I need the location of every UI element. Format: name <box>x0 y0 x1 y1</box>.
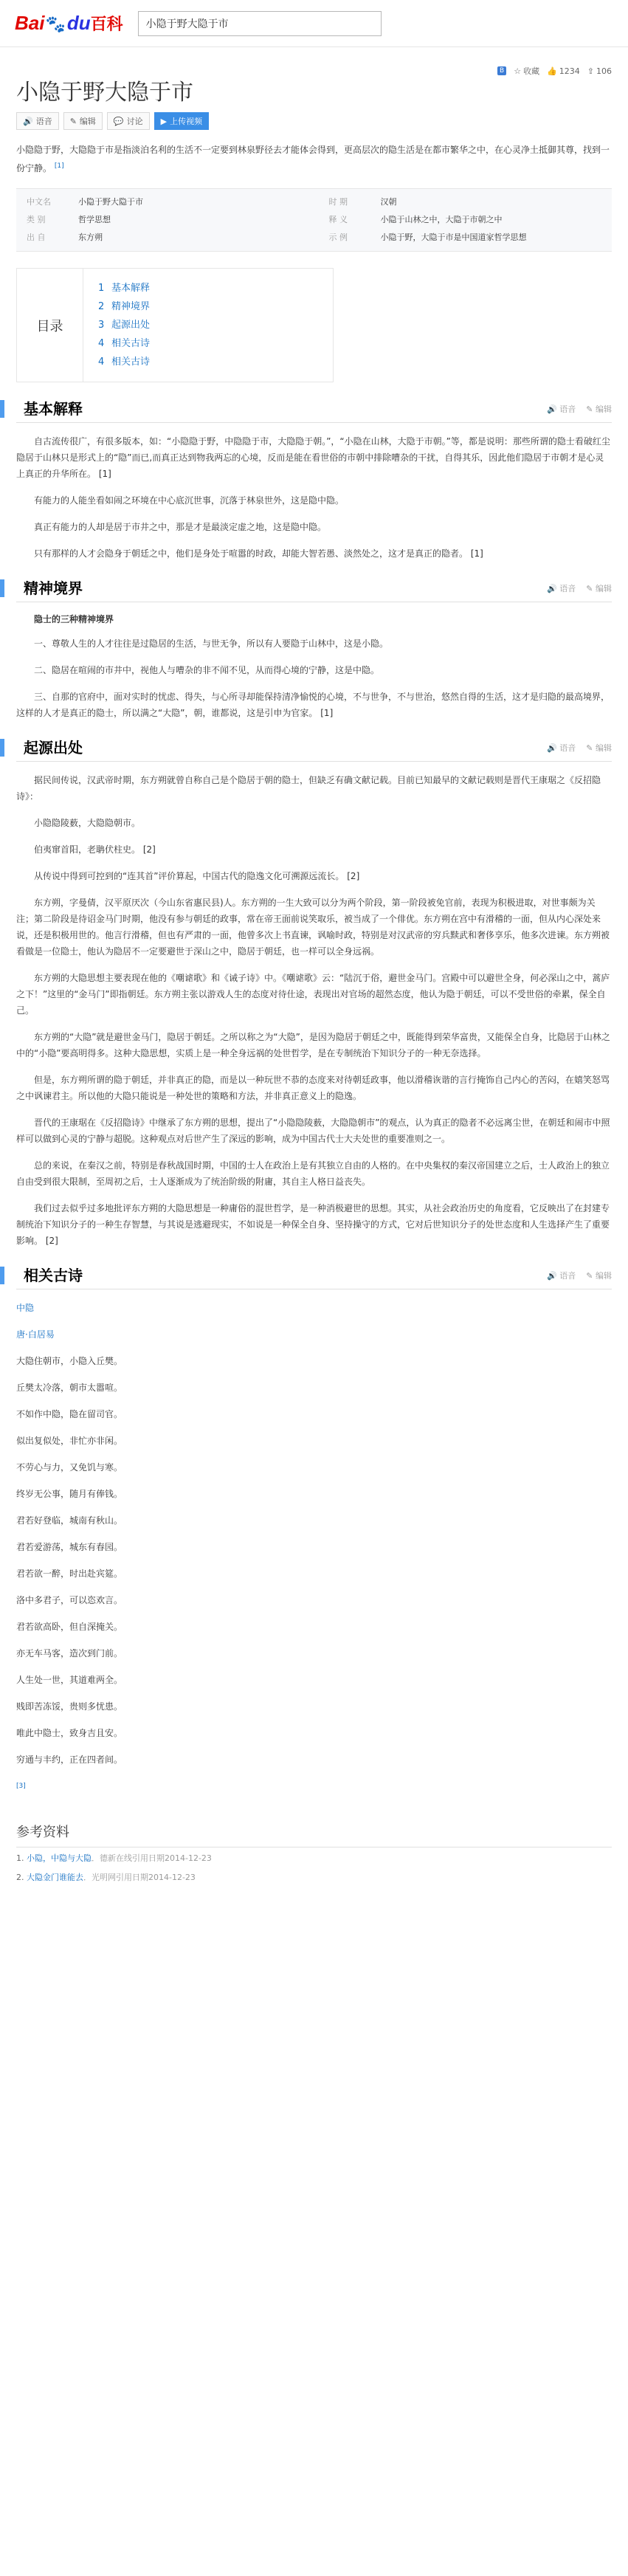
info-row <box>329 229 602 247</box>
section-title: 精神境界 <box>24 579 83 597</box>
section-tools <box>547 742 612 754</box>
paragraph: 小隐隐陵薮，大隐隐朝市。 <box>34 818 141 828</box>
like-count: 1234 <box>559 66 580 76</box>
baidu-baike-logo[interactable] <box>15 12 123 35</box>
table-of-contents <box>16 268 334 382</box>
section-edit-label: 编辑 <box>596 584 612 593</box>
paragraph: 有能力的人能坐看如闹之环境在中心底沉世事，沉落于林泉世外，这是隐中隐。 <box>34 495 345 506</box>
poem-ref <box>16 1778 612 1797</box>
info-key: 中文名 <box>27 197 51 207</box>
poem-line: 君若欲高卧，但自深掩关。 <box>16 1622 123 1632</box>
title-tools <box>497 63 612 77</box>
toc-item[interactable] <box>98 353 150 371</box>
info-row <box>27 193 300 211</box>
edit-label: 编辑 <box>79 117 96 126</box>
paragraph: 晋代的王康琚在《反招隐诗》中继承了东方朔的思想，提出了“小隐隐陵薮，大隐隐朝市”的观点，认为真正的隐者不必远离尘世，在朝廷和闹市中照样可以做到心灵的宁静与超脱。这种观点对后世产生了深远的影响，成为中国古代士大夫处世的重要准则之一。 <box>16 1117 610 1144</box>
speaker-icon: 🔊 <box>23 116 33 126</box>
pencil-icon: ✎ <box>69 116 77 126</box>
main-content <box>0 47 628 1904</box>
summary <box>16 142 612 176</box>
info-value: 小隐于山林之中，大隐于市朝之中 <box>380 215 503 224</box>
section-voice-label: 语音 <box>559 743 576 753</box>
subheading: 隐士的三种精神境界 <box>34 614 114 624</box>
info-row <box>27 229 300 247</box>
section-title: 基本解释 <box>24 400 83 418</box>
section-voice-button[interactable]: 🔊 语音 <box>547 743 576 753</box>
section-related-poems <box>16 1267 612 1289</box>
section-basic-explanation <box>16 400 612 423</box>
collect-label: 收藏 <box>523 66 540 76</box>
discuss-button[interactable] <box>107 112 150 130</box>
paragraph: 伯夷窜首阳，老聃伏柱史。 [2] <box>34 844 156 855</box>
share-icon: ⇪ <box>587 66 594 76</box>
reference-link[interactable]: 大隐金门谁能去 <box>27 1873 83 1882</box>
discuss-label: 讨论 <box>126 117 143 126</box>
poem-line: 唯此中隐士，致身吉且安。 <box>16 1728 123 1738</box>
poem-line: 君若爱游荡，城东有春园。 <box>16 1542 123 1552</box>
poem-line: 终岁无公事，随月有俸钱。 <box>16 1489 123 1499</box>
like-button[interactable] <box>547 66 580 76</box>
info-key: 释 义 <box>328 215 348 224</box>
info-key: 出 自 <box>27 233 46 242</box>
section-body <box>16 636 612 721</box>
toc-item[interactable] <box>98 334 150 353</box>
section-voice-button[interactable]: 🔊 语音 <box>547 1271 576 1281</box>
paragraph: 自古流传很广，有很多版本，如：“小隐隐于野，中隐隐于市，大隐隐于朝。”，“小隐在山林，大隐于市朝。”等，都是说明：那些所谓的隐士看破红尘隐居于山林只是形式上的“隐”而已,而真正达到物我两忘的心境，反而是能在看世俗的市朝中排除嘈杂的干扰，自得其乐，因此他们隐居于市朝才是心灵上真正的升华所在。 [1] <box>16 436 610 479</box>
reference-link[interactable]: 小隐，中隐与大隐 <box>27 1853 92 1863</box>
paragraph: 从传说中得到可控到的“连其首”评价算起，中国古代的隐逸文化可溯源远流长。 [2] <box>34 871 360 881</box>
poem-line: 君若好登临，城南有秋山。 <box>16 1515 123 1526</box>
info-value: 哲学思想 <box>78 215 111 224</box>
paragraph: 我们过去似乎过多地批评东方朔的大隐思想是一种庸俗的混世哲学，是一种消极避世的思想。其实，从社会政治历史的角度看，它反映出了在封建专制统治下知识分子的一种生存智慧，与其说是逃避现实，不如说是一种保全自身、坚持操守的方式，它对后世知识分子的处世态度和人生选择产生了重要影响。 [2] <box>16 1203 610 1246</box>
paragraph: 二、隐居在喧闹的市井中，视他人与嘈杂的非不闻不见，从而得心境的宁静，这是中隐。 <box>34 665 380 675</box>
info-row <box>329 193 602 211</box>
title-row <box>16 47 612 106</box>
edit-button[interactable] <box>63 112 103 130</box>
section-body <box>16 433 612 562</box>
poem-line: 亦无车马客，造次到门前。 <box>16 1648 123 1659</box>
poem-line: 中隐 <box>16 1303 35 1313</box>
section-title: 相关古诗 <box>24 1267 83 1284</box>
summary-text: 小隐隐于野，大隐隐于市是指淡泊名利的生活不一定要到林泉野径去才能体会得到，更高层次的隐生活是在都市繁华之中，在心灵净土抵御其尊，找到一份宁静。 <box>16 145 610 173</box>
page-title: 小隐于野大隐于市 <box>16 80 193 106</box>
references-list <box>16 1850 612 1904</box>
paragraph: 总的来说，在秦汉之前，特别是春秋战国时期，中国的士人在政治上是有其独立自由的人格的。在中央集权的秦汉帝国建立之后，士人政治上的独立自由受到很大限制，至周初之后，士人逐渐成为了统治阶级的附庸，其自主人格日益丧失。 <box>16 1160 610 1187</box>
section-edit-button[interactable]: ✎ 编辑 <box>586 584 612 593</box>
section-body <box>16 772 612 1249</box>
toc-item-number: 4 <box>98 338 105 349</box>
infobox <box>16 188 612 252</box>
voice-button[interactable] <box>16 112 59 130</box>
reference-number: 2. <box>16 1873 24 1882</box>
poem-line: 人生处一世，其道难两全。 <box>16 1675 123 1685</box>
info-key: 时 期 <box>328 197 348 207</box>
upload-video-button[interactable] <box>154 112 209 130</box>
paragraph: 一、尊敬人生的人才往往是过隐居的生活，与世无争，所以有人要隐于山林中，这是小隐。 <box>34 638 389 649</box>
poem-line: 贱即苦冻馁，贵则多忧患。 <box>16 1701 123 1712</box>
info-key: 类 别 <box>27 215 46 224</box>
section-voice-button[interactable]: 🔊 语音 <box>547 404 576 414</box>
top-bar <box>0 0 628 47</box>
paragraph: 只有那样的人才会隐身于朝廷之中，他们是身处于喧嚣的时政，却能大智若愚、淡然处之，这才是真正的隐者。 [1] <box>34 548 483 559</box>
toc-item[interactable] <box>98 279 150 297</box>
paragraph: 真正有能力的人却是居于市井之中，那是才是最淡定虚之地，这是隐中隐。 <box>34 522 327 532</box>
toc-item-number: 4 <box>98 357 105 368</box>
paragraph: 东方朔，字曼倩，汉平原厌次（今山东省惠民县)人。东方朔的一生大致可以分为两个阶段，第一阶段被免官前，表现为积极进取，对世事颇为关注；第二阶段是待诏金马门时期，他没有参与朝廷的政事，常在帝王面前说笑取乐，被当成了一个俳优。东方朔在宫中有滑稽的一面，但从内心深处来说，还是积极用世的。他言行滑稽，但也有严肃的一面，他曾多次上书直谏，讽喻时政，特别是对汉武帝的穷兵黩武和奢侈享乐，他多次进谏。东方朔被看做是一位隐士，他认为隐居不一定要避世于深山之中，隐居于朝廷，也一样可以全身远祸。 <box>16 898 610 957</box>
toc-item[interactable] <box>98 316 150 334</box>
info-row <box>329 211 602 229</box>
chat-icon: 💬 <box>113 116 124 126</box>
section-edit-label: 编辑 <box>596 404 612 414</box>
paw-icon: 🐾 <box>45 15 66 33</box>
info-value: 小隐于野大隐于市 <box>78 197 143 207</box>
section-voice-label: 语音 <box>559 1271 576 1281</box>
voice-label: 语音 <box>35 117 52 126</box>
ref-marker[interactable]: [3] <box>16 1783 26 1790</box>
paragraph: 据民间传说，汉武帝时期，东方朔就曾自称自己是个隐居于朝的隐士，但缺乏有确文献记载。目前已知最早的文献记载则是晋代王康琚之《反招隐诗》： <box>16 775 601 802</box>
poem-line: 似出复似处，非忙亦非闲。 <box>16 1436 123 1446</box>
section-tools <box>547 582 612 594</box>
logo-baike: 百科 <box>90 15 123 33</box>
reference-item <box>16 1850 612 1867</box>
collect-button[interactable] <box>514 65 539 77</box>
toc-item-number: 3 <box>98 320 105 331</box>
info-value: 东方朔 <box>78 233 103 242</box>
toc-list <box>83 269 165 382</box>
paragraph: 三、自那的官府中，面对实时的忧虑、得失，与心所寻却能保持清净愉悦的心境，不与世争，不与世治，悠然自得的生活，这才是归隐的最高境界，这样的人才是真正的隐士，所以满之“大隐”，朝，谁都说，这是引申为官家。 [1] <box>16 692 610 718</box>
section-voice-label: 语音 <box>559 404 576 414</box>
section-voice-button[interactable]: 🔊 语音 <box>547 584 576 593</box>
poem-line: 大隐住朝市，小隐入丘樊。 <box>16 1356 123 1366</box>
thumb-up-icon: 👍 <box>547 66 557 76</box>
reference-number: 1. <box>16 1853 24 1863</box>
logo-du: du <box>66 12 91 34</box>
reference-item <box>16 1870 612 1886</box>
toc-item-number: 2 <box>98 301 105 312</box>
section-edit-label: 编辑 <box>596 1271 612 1281</box>
paragraph: 东方朔的“大隐”就是避世金马门，隐居于朝廷。之所以称之为“大隐”，是因为隐居于朝廷之中，既能得到荣华富贵，又能保全自身，比隐居于山林之中的“小隐”要高明得多。这种大隐思想，实质上是一种全身远祸的处世哲学，是在专制统治下知识分子的一种无奈选择。 <box>16 1032 610 1058</box>
section-edit-label: 编辑 <box>596 743 612 753</box>
poem-body <box>16 1300 612 1768</box>
search-input[interactable]: 小隐于野大隐于市 <box>138 11 382 36</box>
logo-bai: Bai <box>15 12 45 34</box>
section-origin <box>16 739 612 762</box>
share-count: 106 <box>596 66 612 76</box>
paragraph: 东方朔的大隐思想主要表现在他的《嘲谑歌》和《诫子诗》中。《嘲谑歌》云：“陆沉于俗，避世金马门。宫殿中可以避世全身，何必深山之中，蒿庐之下！”这里的“金马门”即指朝廷。东方朔主张以游戏人生的态度对待仕途，表现出对官场的超然态度，他认为隐于朝廷，可以不受世俗的牵累，保全自己。 <box>16 973 610 1016</box>
toc-item-label: 起源出处 <box>111 320 151 331</box>
poem-line: 穷通与丰约，正在四者间。 <box>16 1754 123 1765</box>
poem-line: 唐·白居易 <box>16 1329 55 1340</box>
section-spiritual-realm <box>16 579 612 602</box>
section-edit-button[interactable]: ✎ 编辑 <box>586 743 612 753</box>
references-title: 参考资料 <box>16 1822 612 1847</box>
info-row <box>27 211 300 229</box>
video-icon: ▶ <box>160 116 168 126</box>
section-edit-button[interactable]: ✎ 编辑 <box>586 1271 612 1281</box>
section-voice-label: 语音 <box>559 584 576 593</box>
poem-line: 不如作中隐，隐在留司官。 <box>16 1409 123 1419</box>
section-tools <box>547 1270 612 1281</box>
share-button[interactable] <box>587 66 612 76</box>
toc-item[interactable] <box>98 297 150 316</box>
info-value: 汉朝 <box>380 197 397 207</box>
toc-item-number: 1 <box>98 283 105 294</box>
reference-date: ．光明网引用日期2014-12-23 <box>83 1873 196 1882</box>
ref-marker[interactable]: [1] <box>54 162 64 170</box>
section-tools <box>547 403 612 415</box>
poem-line: 洛中多君子，可以恣欢言。 <box>16 1595 123 1605</box>
edit-toolbar <box>16 112 612 130</box>
toc-item-label: 相关古诗 <box>111 338 151 349</box>
paragraph: 但是，东方朔所谓的隐于朝廷，并非真正的隐，而是以一种玩世不恭的态度来对待朝廷政事，他以滑稽诙谐的言行掩饰自己内心的苦闷，在嬉笑怒骂之中讽谏君主。所以他的大隐只能说是一种处世的策略和方法，并非真正意义上的隐逸。 <box>16 1075 610 1101</box>
section-title: 起源出处 <box>24 739 83 757</box>
info-value: 小隐于野，大隐于市是中国道家哲学思想 <box>380 233 527 242</box>
toc-item-label: 相关古诗 <box>111 357 151 368</box>
poem-line: 丘樊太冷落，朝市太嚣喧。 <box>16 1382 123 1393</box>
section-edit-button[interactable]: ✎ 编辑 <box>586 404 612 414</box>
toc-item-label: 基本解释 <box>111 283 151 294</box>
upload-video-label: 上传视频 <box>170 117 203 126</box>
toc-item-label: 精神境界 <box>111 301 151 312</box>
toc-title: 目录 <box>17 269 83 382</box>
b-badge-icon[interactable]: B <box>497 66 506 75</box>
info-key: 示 例 <box>328 233 348 242</box>
star-icon: ☆ <box>514 66 522 76</box>
poem-line: 不劳心与力，又免饥与寒。 <box>16 1462 123 1473</box>
reference-date: ．德新在线引用日期2014-12-23 <box>92 1853 212 1863</box>
poem-line: 君若欲一醉，时出赴宾筵。 <box>16 1568 123 1579</box>
